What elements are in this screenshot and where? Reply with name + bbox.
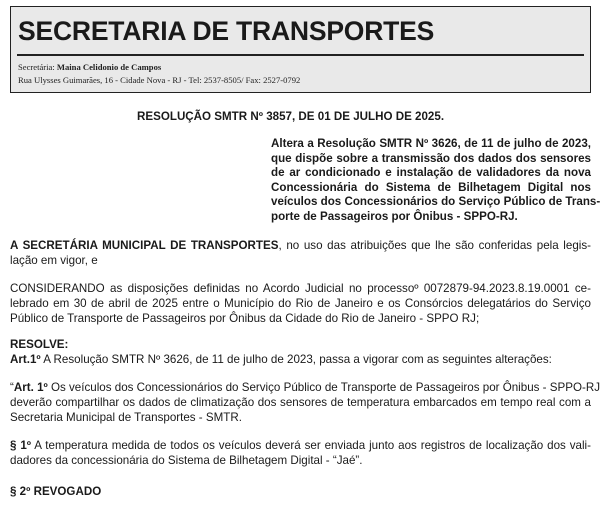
par1-label: § 1º — [10, 439, 32, 452]
ementa-line: Concessionária do Sistema de Bilhetagem Digital nos — [271, 180, 591, 194]
considerando-line: CONSIDERANDO as disposições definidas no Acordo Judicial no processoº 0072879-94.2023.8.19.0001 ce- — [10, 282, 591, 295]
considerando-paragraph — [10, 281, 591, 326]
resolve-paragraph — [10, 337, 591, 367]
secretary-name: Maina Celidonio de Campos — [56, 62, 162, 72]
considerando-line: Público de Transporte de Passageiros por Ônibus da Cidade do Rio de Janeiro - SPPO RJ; — [10, 312, 480, 325]
intro-line — [10, 238, 591, 253]
resolve-label-text: RESOLVE: — [10, 338, 69, 351]
address-line: Rua Ulysses Guimarães, 16 - Cidade Nova - RJ - Tel: 2537-8505/ Fax: 2527-0792 — [18, 75, 301, 85]
art-1-intro — [10, 352, 591, 367]
resolve-label — [10, 337, 591, 352]
art1-line — [10, 380, 601, 395]
art1-line: Secretaria Municipal de Transportes - SMTR. — [10, 411, 242, 424]
art-text: A Resolução SMTR Nº 3626, de 11 de julho de 2023, passa a vigorar com as seguintes alterações: — [40, 353, 552, 366]
par1-paragraph — [10, 438, 591, 468]
art1-label: Art. 1º — [13, 381, 48, 394]
secretary-line — [18, 62, 161, 72]
art-label: Art.1º — [10, 353, 41, 366]
ementa-line: de ar condicionado e instalação de validadores da nova — [271, 166, 591, 180]
par2-line — [10, 484, 591, 499]
header-divider — [17, 54, 584, 56]
par1-text: A temperatura medida de todos os veículos deverá ser enviada junto aos registros de localização dos vali- — [31, 439, 591, 452]
resolution-title: RESOLUÇÃO SMTR Nº 3857, DE 01 DE JULHO DE 2025. — [137, 110, 445, 123]
ementa-line: que dispõe sobre a transmissão dos dados dos sensores — [271, 151, 591, 165]
secretary-label: Secretária: — [18, 62, 57, 72]
ementa-line: Altera a Resolução SMTR Nº 3626, de 11 de julho de 2023, — [271, 137, 591, 150]
art1-paragraph — [10, 380, 601, 425]
art1-line: deverão compartilhar os dados de climatização dos sensores de temperatura embarcados em tempo real com a — [10, 396, 591, 409]
intro-bold: A SECRETÁRIA MUNICIPAL DE TRANSPORTES — [10, 239, 279, 252]
par1-line: dadores da concessionária do Sistema de Bilhetagem Digital - “Jaé”. — [10, 454, 363, 467]
ementa-line: veículos dos Concessionários do Serviço Público de Trans- — [271, 195, 601, 209]
considerando-line: lebrado em 30 de abril de 2025 entre o Município do Rio de Janeiro e os Consórcios delegatários do Serviço — [10, 297, 591, 310]
open-quote: “ — [10, 381, 14, 394]
intro-line: lação em vigor, e — [10, 254, 98, 267]
ementa — [271, 137, 601, 225]
ementa-line: porte de Passageiros por Ônibus - SPPO-RJ. — [271, 209, 518, 223]
intro-paragraph — [10, 238, 591, 268]
par2-label: § 2º REVOGADO — [10, 485, 102, 498]
art1-text: Os veículos dos Concessionários do Serviço Público de Transporte de Passageiros por Ônibus - SPPO-RJ — [47, 381, 601, 394]
par1-line — [10, 438, 591, 453]
header-box — [10, 6, 591, 93]
intro-text: , no uso das atribuições que lhe são conferidas pela legis- — [278, 239, 592, 252]
par2-paragraph — [10, 484, 591, 499]
page-title: SECRETARIA DE TRANSPORTES — [18, 16, 435, 46]
